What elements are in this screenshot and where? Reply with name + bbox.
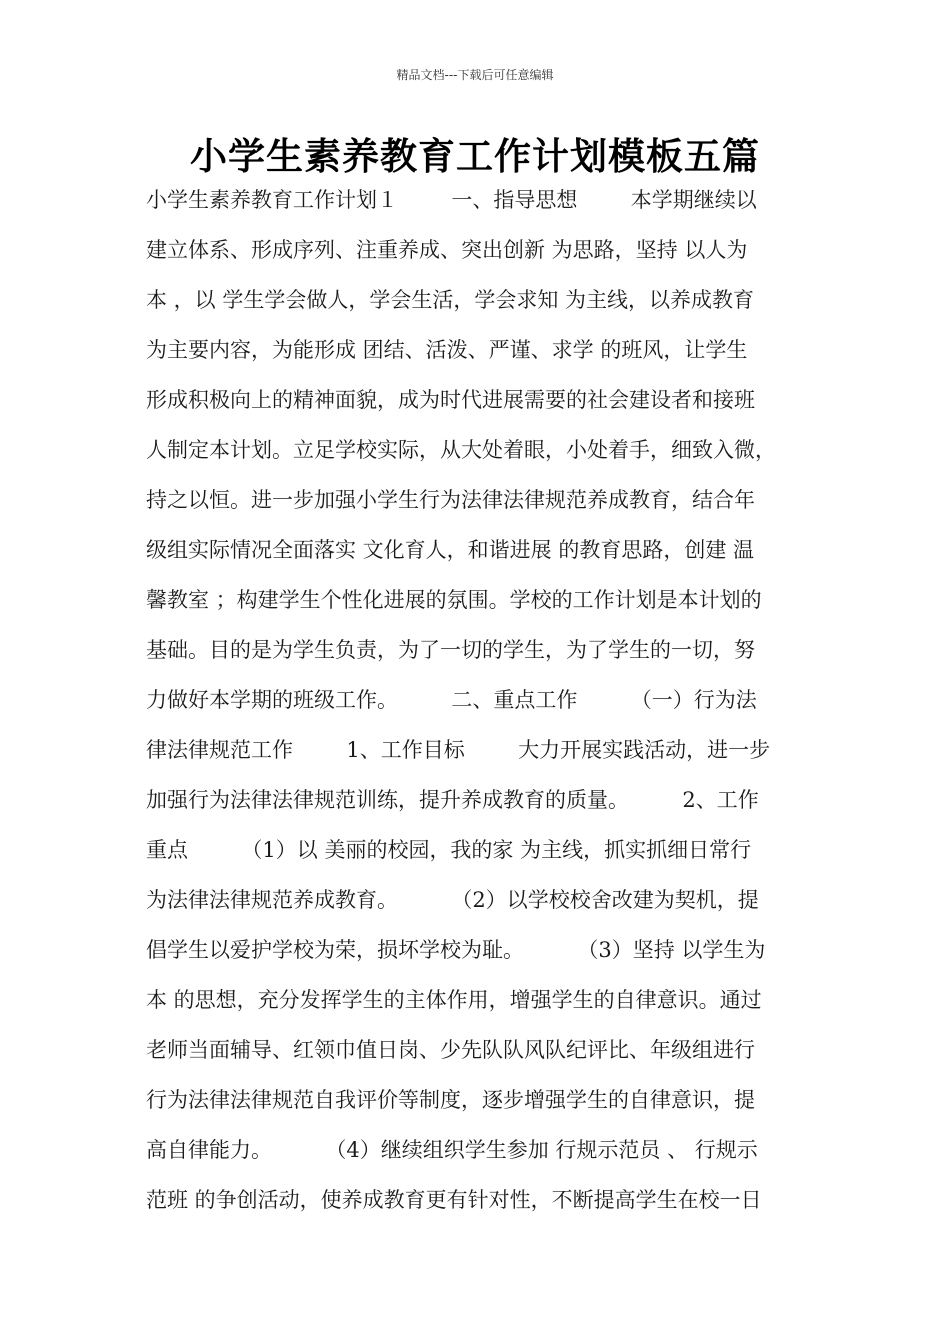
body-line: 级组实际情况全面落实 文化育人，和谐进展 的教育思路，创建 温	[146, 538, 755, 562]
body-line: 馨教室 ；构建学生个性化进展的氛围。学校的工作计划是本计划的	[146, 588, 762, 612]
body-line: 律法律规范工作 1、工作目标 大力开展实践活动，进一步	[146, 738, 771, 762]
body-line: 为法律法律规范养成教育。 （2）以学校校舍改建为契机，提	[146, 888, 759, 912]
header-note: 精品文档---下载后可任意编辑	[396, 68, 554, 82]
body-line: 范班 的争创活动，使养成教育更有针对性，不断提高学生在校一日	[146, 1188, 762, 1212]
body-line: 形成积极向上的精神面貌，成为时代进展需要的社会建设者和接班	[146, 388, 755, 412]
document-title: 小学生素养教育工作计划模板五篇	[190, 135, 760, 178]
body-line: 力做好本学期的班级工作。 二、重点工作 （一）行为法	[146, 688, 757, 712]
body-line: 本 ，以 学生学会做人，学会生活，学会求知 为主线，以养成教育	[146, 288, 755, 312]
body-line: 建立体系、形成序列、注重养成、突出创新 为思路，坚持 以人为	[146, 238, 748, 262]
body-line: 行为法律法律规范自我评价等制度，逐步增强学生的自律意识，提	[146, 1088, 755, 1112]
body-line: 加强行为法律法律规范训练，提升养成教育的质量。 2、工作	[146, 788, 759, 812]
body-line: 小学生素养教育工作计划１ 一、指导思想 本学期继续以	[146, 188, 757, 212]
body-line: 人制定本计划。立足学校实际，从大处着眼，小处着手，细致入微，	[146, 438, 776, 462]
body-line: 重点 （1）以 美丽的校园，我的家 为主线，抓实抓细日常行	[146, 838, 752, 862]
body-line: 高自律能力。 （4）继续组织学生参加 行规示范员 、 行规示	[146, 1138, 758, 1162]
body-line: 为主要内容，为能形成 团结、活泼、严谨、求学 的班风，让学生	[146, 338, 748, 362]
body-line: 倡学生以爱护学校为荣，损坏学校为耻。 （3）坚持 以学生为	[146, 938, 766, 962]
body-line: 持之以恒。进一步加强小学生行为法律法律规范养成教育，结合年	[146, 488, 755, 512]
body-line: 本 的思想，充分发挥学生的主体作用，增强学生的自律意识。通过	[146, 988, 762, 1012]
body-line: 基础。目的是为学生负责，为了一切的学生，为了学生的一切，努	[146, 638, 755, 662]
body-line: 老师当面辅导、红领巾值日岗、少先队队风队纪评比、年级组进行	[146, 1038, 755, 1062]
document-body	[146, 182, 826, 1232]
